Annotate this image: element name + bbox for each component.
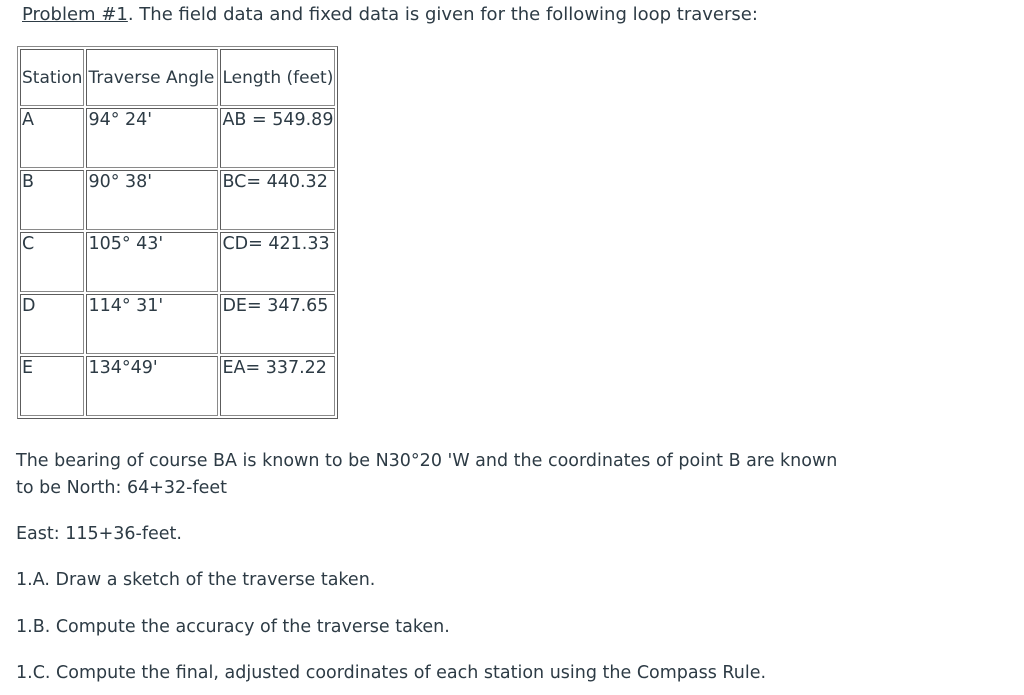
- table-row: [20, 170, 335, 230]
- east-coordinate: East: 115+36-feet.: [16, 524, 182, 544]
- station-cell: A: [20, 108, 84, 168]
- station-cell: E: [20, 356, 84, 416]
- angle-cell: 134°49': [86, 356, 218, 416]
- length-cell: AB = 549.89: [220, 108, 335, 168]
- bearing-line-1: The bearing of course BA is known to be N30°20 'W and the coordinates of point B are known: [16, 451, 838, 471]
- traverse-table: [17, 46, 338, 419]
- station-cell: D: [20, 294, 84, 354]
- header-length: Length (feet): [220, 49, 335, 106]
- header-traverse-angle: Traverse Angle: [86, 49, 218, 106]
- table-header-row: [20, 49, 335, 106]
- length-cell: CD= 421.33: [220, 232, 335, 292]
- length-cell: EA= 337.22: [220, 356, 335, 416]
- table-row: [20, 108, 335, 168]
- length-cell: BC= 440.32: [220, 170, 335, 230]
- bearing-paragraph: [16, 448, 837, 502]
- task-1c: 1.C. Compute the final, adjusted coordinates of each station using the Compass Rule.: [16, 663, 767, 683]
- station-cell: B: [20, 170, 84, 230]
- length-cell: DE= 347.65: [220, 294, 335, 354]
- table-row: [20, 356, 335, 416]
- header-station: Station: [20, 49, 84, 106]
- task-1b: 1.B. Compute the accuracy of the traverse taken.: [16, 617, 450, 637]
- task-1a: 1.A. Draw a sketch of the traverse taken.: [16, 570, 376, 590]
- angle-cell: 90° 38': [86, 170, 218, 230]
- table-row: [20, 232, 335, 292]
- problem-intro: . The field data and fixed data is given for the following loop traverse:: [127, 4, 758, 25]
- problem-label: Problem #1: [22, 4, 128, 25]
- bearing-line-2: to be North: 64+32-feet: [16, 478, 228, 498]
- table-row: [20, 294, 335, 354]
- angle-cell: 94° 24': [86, 108, 218, 168]
- station-cell: C: [20, 232, 84, 292]
- angle-cell: 114° 31': [86, 294, 218, 354]
- problem-heading: [22, 4, 758, 25]
- angle-cell: 105° 43': [86, 232, 218, 292]
